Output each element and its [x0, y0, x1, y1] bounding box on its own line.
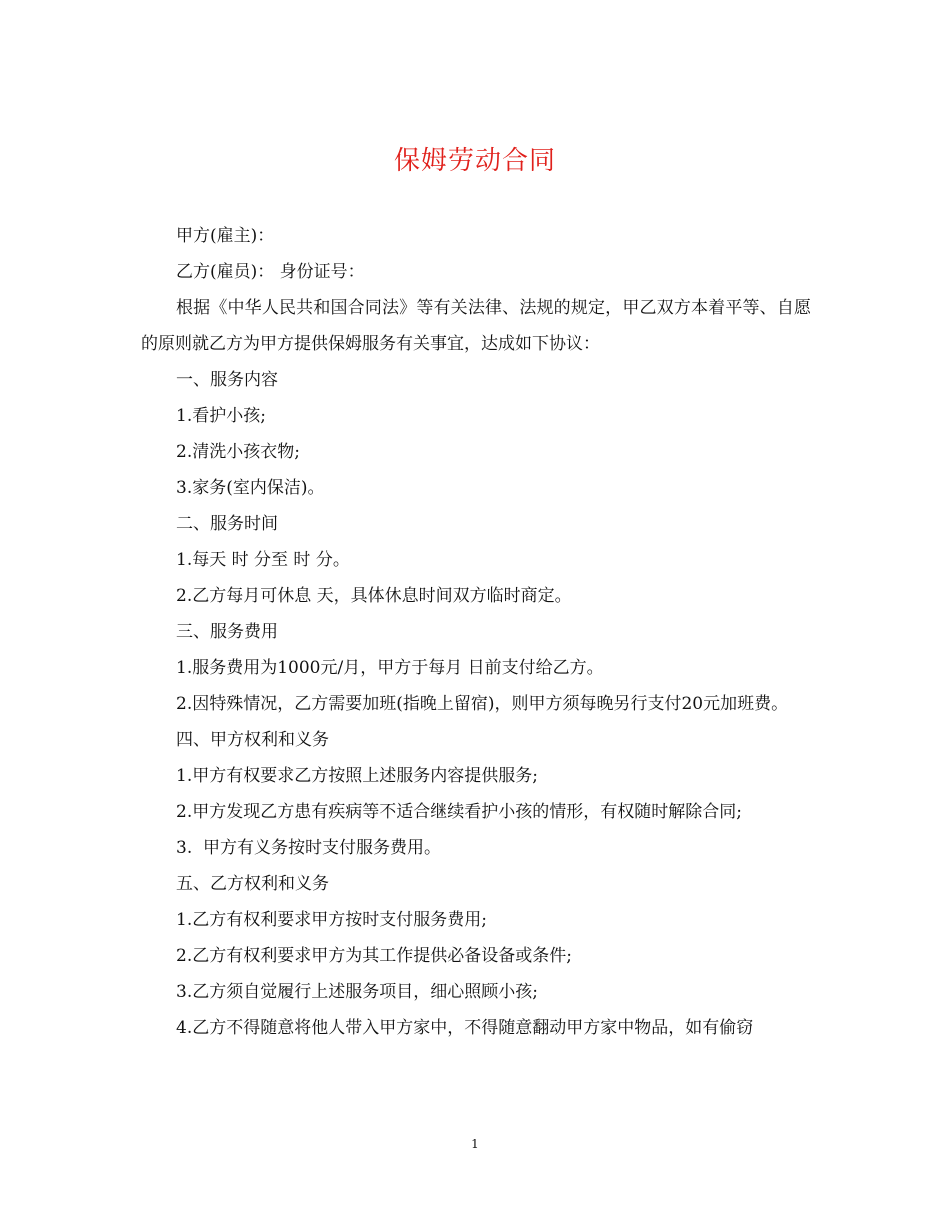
document-title: 保姆劳动合同 [393, 146, 556, 176]
clause-item: 1.甲方有权要求乙方按照上述服务内容提供服务; [176, 766, 538, 786]
clause-item: 2.乙方每月可休息 天，具体休息时间双方临时商定。 [176, 586, 572, 606]
section-heading-party-b-rights: 五、乙方权利和义务 [176, 874, 329, 894]
clause-item: 3.乙方须自觉履行上述服务项目，细心照顾小孩; [176, 982, 538, 1002]
section-heading-service-time: 二、服务时间 [176, 514, 278, 534]
clause-item: 3. 甲方有义务按时支付服务费用。 [176, 838, 442, 858]
section-heading-service-content: 一、服务内容 [176, 370, 278, 390]
party-a-line: 甲方(雇主)： [176, 226, 275, 246]
party-b-line: 乙方(雇员)： 身份证号： [176, 262, 365, 282]
clause-item: 1.每天 时 分至 时 分。 [176, 550, 350, 570]
clause-item: 1.服务费用为1000元/月，甲方于每月 日前支付给乙方。 [176, 658, 604, 678]
document-body [141, 218, 811, 1046]
page-number: 1 [471, 1137, 479, 1151]
preamble-paragraph: 根据《中华人民共和国合同法》等有关法律、法规的规定，甲乙双方本着平等、自愿的原则就乙方为甲方提供保姆服务有关事宜，达成如下协议： [141, 298, 811, 354]
clause-item: 2.甲方发现乙方患有疾病等不适合继续看护小孩的情形，有权随时解除合同; [176, 802, 742, 822]
section-heading-service-fee: 三、服务费用 [176, 622, 278, 642]
clause-item: 2.清洗小孩衣物; [176, 442, 300, 462]
clause-item: 2.乙方有权利要求甲方为其工作提供必备设备或条件; [176, 946, 572, 966]
clause-item: 1.乙方有权利要求甲方按时支付服务费用; [176, 910, 487, 930]
clause-item: 2.因特殊情况，乙方需要加班(指晚上留宿)，则甲方须每晚另行支付20元加班费。 [176, 694, 789, 714]
clause-item: 1.看护小孩; [176, 406, 266, 426]
clause-item: 4.乙方不得随意将他人带入甲方家中，不得随意翻动甲方家中物品，如有偷窃 [176, 1018, 754, 1038]
clause-item: 3.家务(室内保洁)。 [176, 478, 325, 498]
section-heading-party-a-rights: 四、甲方权利和义务 [176, 730, 329, 750]
